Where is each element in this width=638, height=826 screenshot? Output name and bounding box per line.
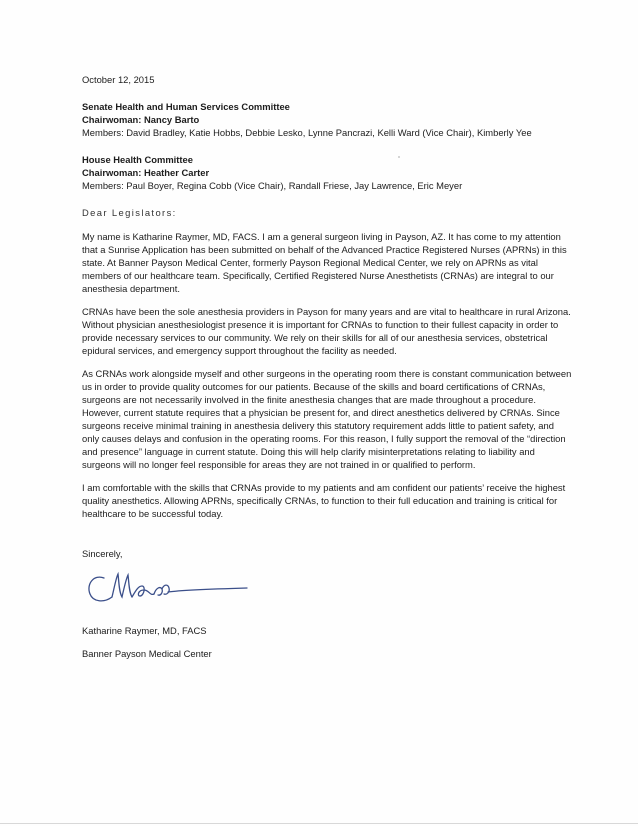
closing: Sincerely, (82, 548, 123, 559)
senate-committee-chair: Chairwoman: Nancy Barto (82, 114, 200, 125)
paragraph-statute: As CRNAs work alongside myself and other surgeons in the operating room there is constant communication between us in order to provide quality outcomes for our patients. Because of the skills and board certifications of CRNAs, surgeons are not necessarily involved in the finite anesthesia changes that are made throughout a procedure. However, current statute requires that a physician be present for, and direct anesthetics delivered by CRNAs. Since surgeons receive minimal training in anesthesia delivery this statutory requirement adds little to patient safety, and only causes delays and confusion in the operating rooms. For this reason, I fully support the removal of the “direction and presence” language in current statute. Doing this will help clarify misinterpretations relating to liability and surgeons will no longer feel responsible for areas they are not trained in or qualified to perform. (82, 368, 572, 470)
house-committee-members: Members: Paul Boyer, Regina Cobb (Vice Chair), Randall Friese, Jay Lawrence, Eric Meyer (82, 180, 463, 191)
paragraph-introduction: My name is Katharine Raymer, MD, FACS. I am a general surgeon living in Payson, AZ. It has come to my attention that a Sunrise Application has been submitted on behalf of the Advanced Practice Registered Nurses (APRNs) in this state. At Banner Payson Medical Center, formerly Payson Regional Medical Center, we rely on APRNs as vital members of our healthcare team. Specifically, Certified Registered Nurse Anesthetists (CRNAs) are integral to our anesthesia department. (82, 231, 567, 294)
house-committee-chair: Chairwoman: Heather Carter (82, 167, 210, 178)
signer-name: Katharine Raymer, MD, FACS (82, 625, 207, 636)
senate-committee-block (82, 100, 572, 139)
letter-body (82, 73, 572, 660)
paragraph-conclusion: I am comfortable with the skills that CRNAs provide to my patients and am confident our patients’ receive the highest quality anesthetics. Allowing APRNs, specifically CRNAs, to function to their full education and training is critical for healthcare to be successful today. (82, 482, 566, 519)
handwritten-signature (82, 564, 252, 612)
house-committee-name: House Health Committee (82, 154, 193, 165)
paragraph-crna-role: CRNAs have been the sole anesthesia providers in Payson for many years and are vital to healthcare in rural Arizona. Without physician anesthesiologist presence it is important for CRNAs to function to their fullest capacity in order to provide necessary services to our community. We rely on their skills for all of our anesthesia services, obstetrical epidural services, and emergency support throughout the facility as needed. (82, 306, 571, 356)
page-bottom-edge (0, 823, 638, 824)
signer-organization: Banner Payson Medical Center (82, 648, 212, 659)
salutation: Dear Legislators: (82, 207, 177, 218)
house-committee-block (82, 153, 572, 192)
senate-committee-name: Senate Health and Human Services Committee (82, 101, 290, 112)
senate-committee-members: Members: David Bradley, Katie Hobbs, Debbie Lesko, Lynne Pancrazi, Kelli Ward (Vice Chair), Kimberly Yee (82, 127, 532, 138)
letter-date: October 12, 2015 (82, 74, 155, 85)
